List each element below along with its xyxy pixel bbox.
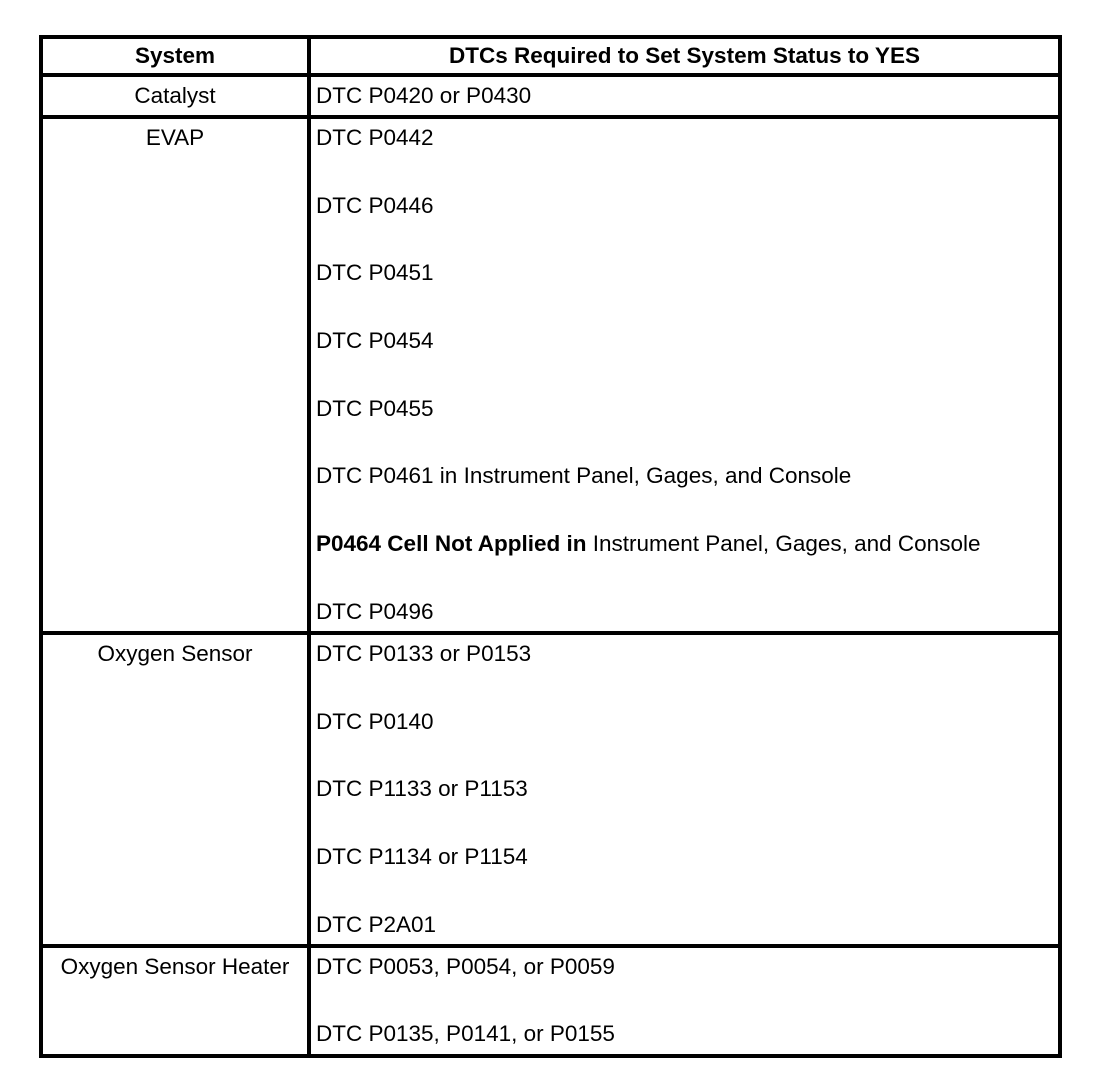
dtc-entry: DTC P2A01 xyxy=(316,911,437,937)
system-name-oxygen-sensor-heater: Oxygen Sensor Heater xyxy=(41,946,309,1056)
dtc-entry-cell-not-applied xyxy=(316,529,1058,597)
table-row xyxy=(41,75,1060,117)
dtc-list-oxygen-sensor xyxy=(309,633,1060,946)
dtc-entry-normal-text: Instrument Panel, Gages, and Console xyxy=(586,531,981,557)
dtc-entry: DTC P0135, P0141, or P0155 xyxy=(316,1021,615,1047)
dtc-entry: DTC P1134 or P1154 xyxy=(316,844,528,870)
dtc-entry: DTC P0461 in Instrument Panel, Gages, and Console xyxy=(316,463,852,489)
dtc-entry: DTC P0442 xyxy=(316,125,434,150)
dtc-list-evap xyxy=(309,117,1060,633)
header-dtcs-required: DTCs Required to Set System Status to YES xyxy=(309,37,1060,75)
dtc-entry: DTC P0451 xyxy=(316,260,434,286)
dtc-list-oxygen-sensor-heater xyxy=(309,946,1060,1056)
dtc-system-status-table xyxy=(39,35,1062,1058)
table-row xyxy=(41,117,1060,633)
system-name-catalyst: Catalyst xyxy=(41,75,309,117)
dtc-entry: DTC P0420 or P0430 xyxy=(316,83,532,108)
table-row xyxy=(41,633,1060,946)
dtc-entry: DTC P0455 xyxy=(316,395,434,421)
table-row xyxy=(41,946,1060,1056)
header-system: System xyxy=(41,37,309,75)
table-header-row xyxy=(41,37,1060,75)
system-name-evap: EVAP xyxy=(41,117,309,633)
dtc-entry: DTC P0446 xyxy=(316,192,434,218)
dtc-entry: DTC P1133 or P1153 xyxy=(316,776,528,802)
dtc-list-catalyst xyxy=(309,75,1060,117)
dtc-entry: DTC P0454 xyxy=(316,328,434,354)
dtc-entry: DTC P0053, P0054, or P0059 xyxy=(316,953,615,979)
dtc-entry: DTC P0496 xyxy=(316,598,434,624)
dtc-entry-bold-text: P0464 Cell Not Applied in xyxy=(316,531,587,557)
dtc-entry: DTC P0133 or P0153 xyxy=(316,641,532,666)
system-name-oxygen-sensor: Oxygen Sensor xyxy=(41,633,309,946)
dtc-entry: DTC P0140 xyxy=(316,708,434,734)
